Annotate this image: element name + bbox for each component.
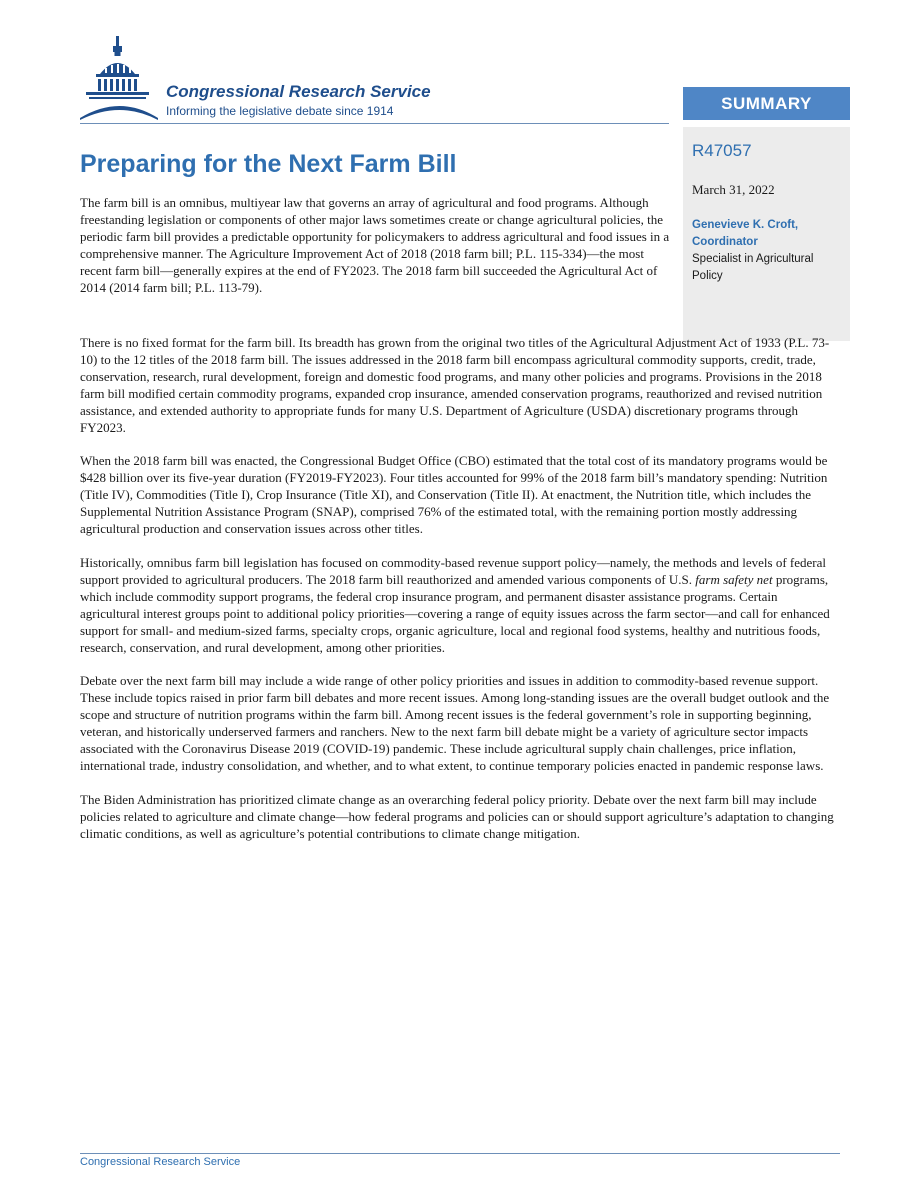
summary-heading: SUMMARY	[683, 87, 850, 120]
organization-name: Congressional Research Service	[166, 82, 431, 101]
summary-sidebar	[683, 87, 850, 341]
summary-paragraph-5: Debate over the next farm bill may include a wide range of other policy priorities and issues in addition to commodity-based revenue support. These include topics raised in prior farm bill debates and more recent issues. Among long-standing issues are the overall budget outlook and the scope and structure of nutrition programs within the farm bill. Among recent issues is the federal government’s role in supporting beginning, veteran, and historically underserved farmers and ranchers. New to the next farm bill debate might be a variety of agriculture sector impacts associated with the Coronavirus Disease 2019 (COVID-19) pandemic. These include agricultural supply chain challenges, price inflation, international trade, industry consolidation, and whether, and to what extent, to continue temporary policies enacted in pandemic response laws.	[80, 673, 830, 773]
author-name: Genevieve K. Croft, Coordinator	[692, 219, 799, 248]
header-divider	[80, 123, 669, 124]
summary-paragraph-3: When the 2018 farm bill was enacted, the Congressional Budget Office (CBO) estimated that the total cost of its mandatory programs would be $428 billion over its five-year duration (FY2019-FY2023). Four titles accounted for 99% of the 2018 farm bill’s mandatory spending: Nutrition (Title IV), Commodities (Title I), Crop Insurance (Title XI), and Conservation (Title II). At enactment, the Nutrition title, which includes the Supplemental Nutrition Assistance Program (SNAP), comprised 76% of the estimated total, with the remaining portion mostly addressing agricultural production and conservation issues across other titles.	[80, 453, 828, 537]
paragraph-4-text-start: Historically, omnibus farm bill legislation has focused on commodity-based revenue support policy—namely, the methods and levels of federal support provided to agricultural producers. The 2018 farm bill reauthorized and amended various components of U.S.	[80, 554, 826, 587]
summary-paragraph-4	[80, 555, 840, 656]
report-title: Preparing for the Next Farm Bill	[80, 150, 457, 178]
footer-divider	[80, 1153, 840, 1154]
summary-paragraph-2: There is no fixed format for the farm bill. Its breadth has grown from the original two titles of the Agricultural Adjustment Act of 1933 (P.L. 73-10) to the 12 titles of the 2018 farm bill. The issues addressed in the 2018 farm bill encompass agricultural commodity supports, credit, trade, conservation, research, rural development, foreign and domestic food programs, and many other policies and programs. Provisions in the 2018 farm bill modified certain commodity programs, expanded crop insurance, amended conservation programs, reauthorized and revised nutrition assistance, and extended authority to appropriate funds for many U.S. Department of Agriculture (USDA) discretionary programs through FY2023.	[80, 335, 830, 435]
capitol-dome-icon	[80, 34, 160, 124]
author-title: Specialist in Agricultural Policy	[692, 253, 814, 282]
summary-body	[80, 335, 840, 860]
farm-safety-net-term: farm safety net	[695, 571, 773, 587]
organization-tagline: Informing the legislative debate since 1914	[166, 104, 394, 118]
crs-logo	[80, 34, 480, 124]
footer-text: Congressional Research Service	[80, 1156, 241, 1168]
paragraph-4-text-end: programs, which include commodity support programs, the federal crop insurance program, and permanent disaster assistance programs. Certain agricultural interest groups point to additional policy priorities—covering a range of equity issues across the farm sector—and call for enhanced support for small- and medium-sized farms, specialty crops, organic agriculture, local and regional food systems, healthy and nutritious foods, research, conservation, and rural development, among other priorities.	[80, 571, 830, 655]
report-number: R47057	[692, 141, 752, 160]
summary-heading-gap	[683, 120, 850, 127]
report-date: March 31, 2022	[692, 182, 775, 197]
summary-paragraph-1: The farm bill is an omnibus, multiyear law that governs an array of agricultural and food programs. Although freestanding legislation or components of other major laws sometimes create or change agricultural policies, the periodic farm bill provides a predictable opportunity for policymakers to address agricultural and food issues in a comprehensive manner. The Agriculture Improvement Act of 2018 (2018 farm bill; P.L. 115-334)—the most recent farm bill—generally expires at the end of FY2023. The 2018 farm bill succeeded the Agricultural Act of 2014 (2014 farm bill; P.L. 113-79).	[80, 195, 670, 295]
summary-paragraph-6: The Biden Administration has prioritized climate change as an overarching federal policy priority. Debate over the next farm bill may include policies related to agriculture and climate change—how federal programs and policies can or should support agriculture’s adaptation to changing climatic conditions, as well as agriculture’s potential contributions to climate change mitigation.	[80, 791, 834, 841]
